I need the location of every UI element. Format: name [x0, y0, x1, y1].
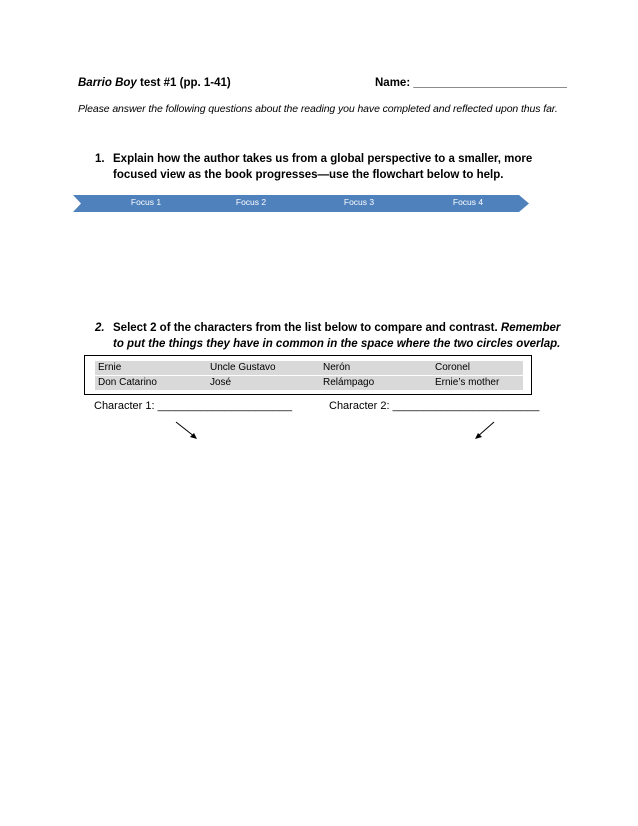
- question-2-text-italic: Remember to put the things they have in common in the space where the two circles overlap.: [113, 322, 561, 350]
- flow-focus-1: Focus 1: [130, 197, 162, 207]
- question-2-text: [113, 320, 573, 352]
- question-1-number: 1.: [95, 153, 105, 165]
- character-cell: Relámpago: [323, 377, 375, 388]
- character-1-line: Character 1: ______________________: [94, 400, 293, 412]
- character-cell: Coronel: [435, 362, 471, 373]
- test-subtitle: test #1 (pp. 1-41): [136, 77, 231, 89]
- flow-focus-4: Focus 4: [452, 197, 484, 207]
- character-cell: Uncle Gustavo: [210, 362, 276, 373]
- arrow-down-left-icon: [472, 420, 498, 442]
- character-cell: José: [210, 377, 232, 388]
- flow-focus-2: Focus 2: [235, 197, 267, 207]
- character-cell: Ernie: [98, 362, 122, 373]
- character-cell: Don Catarino: [98, 377, 157, 388]
- instructions: Please answer the following questions about the reading you have completed and reflected upon thus far.: [78, 103, 558, 115]
- name-field: Name: ________________________: [375, 77, 567, 89]
- test-title: [78, 77, 231, 89]
- character-cell: Nerón: [323, 362, 351, 373]
- question-2-text-plain: Select 2 of the characters from the list below to compare and contrast.: [113, 322, 501, 334]
- book-title: Barrio Boy: [78, 77, 137, 89]
- character-row-2: [95, 376, 523, 390]
- arrow-down-right-icon: [174, 420, 200, 442]
- character-cell: Ernie’s mother: [435, 377, 500, 388]
- flow-focus-3: Focus 3: [343, 197, 375, 207]
- question-2-number: 2.: [95, 322, 105, 334]
- character-2-line: Character 2: ________________________: [329, 400, 540, 412]
- character-list: [84, 355, 532, 395]
- character-row-1: [95, 361, 523, 375]
- question-1-text: Explain how the author takes us from a global perspective to a smaller, more focused view as the book progresses—use the flowchart below to help.: [113, 153, 533, 181]
- flowchart: [73, 195, 529, 212]
